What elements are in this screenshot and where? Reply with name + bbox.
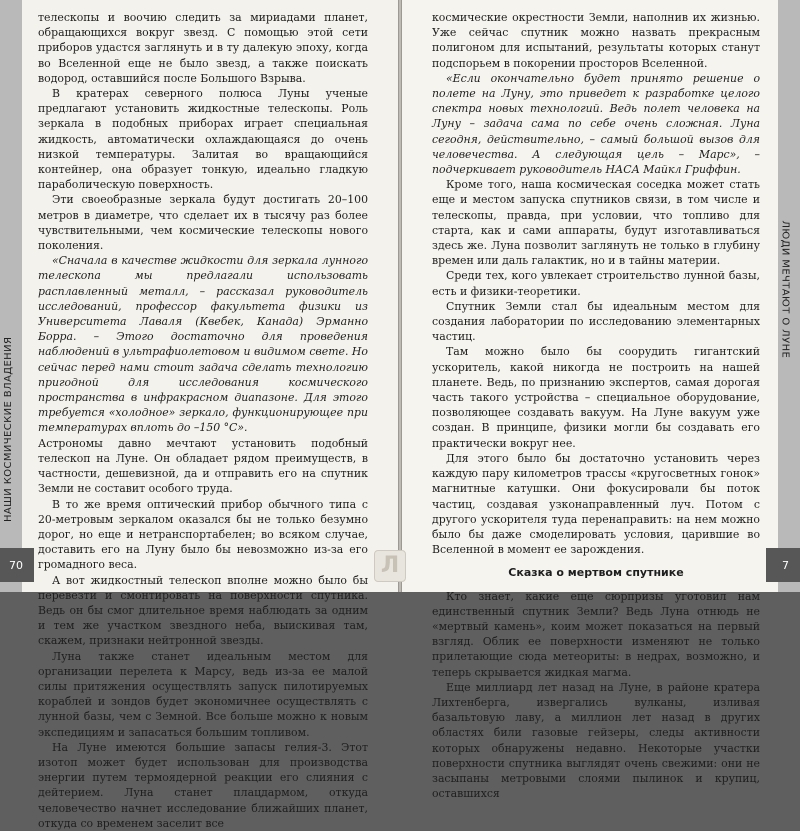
left-page	[0, 0, 398, 830]
paragraph: телескопы и воочию следить за мириадами планет, обращающихся вокруг звезд. С помощью этой сети приборов удастся заглянуть и в ту далекую эпоху, когда во Вселенной еще не было звезд, а также поискать водород, оставшийся после Большого Взрыва.	[38, 11, 368, 85]
paragraph: «Сначала в качестве жидкости для зеркала лунного телескопа мы предлагали использовать расплавленный металл, – рассказал руководитель исследований, профессор факультета физики из Университета Лаваля (Квебек, Канада) Эрманно Борра. – Этого достаточно для проведения наблюдений в ультрафиолетовом и видимом свете. Но сейчас перед нами стоит задача сделать технологию пригодной для исследования космического пространства в инфракрасном диапазоне. Для этого требуется «холодное» зеркало, функционирующее при температурах вплоть до –150 °С».	[38, 254, 368, 435]
paragraph: Луна также станет идеальным местом для организации перелета к Марсу, ведь из-за ее малой силы притяжения осуществлять запуск пилотируемых кораблей и зондов будет экономичнее осуществлять с лунной базы, чем с Земной. Все больше можно к новым экспедициям и запасаться большим топливом.	[38, 649, 368, 739]
paragraph: В кратерах северного полюса Луны ученые предлагают установить жидкостные телескопы. Роль зеркала в подобных приборах играет специальная жидкость, автоматически охлаждающаяся до очень низкой температуры. Залитая во вращающийся контейнер, она образует тонкую, идеально гладкую параболическую поверхность.	[38, 87, 368, 192]
paragraph: Еще миллиард лет назад на Луне, в районе кратера Лихтенберга, извергались вулканы, изливая базальтовую лаву, а миллион лет назад в других областях били газовые гейзеры, следы активности которых обнаружены недавно. Некоторые участки поверхности спутника выглядят очень свежими: они не засыпаны метровыми слоями пылинок и крупиц, оставшихся	[432, 680, 760, 801]
paragraph: Кроме того, наша космическая соседка может стать еще и местом запуска спутников связи, в том числе и телескопы, правда, при условии, что топливо для старта, как и сами аппараты, будут изготавливаться здесь же. Луна позволит заглянуть не только в глубину времен или даль галактик, но и в тайны материи.	[432, 178, 760, 268]
paragraph: Для этого было бы достаточно установить через каждую пару километров трассы «кругосветных гонок» магнитные катушки. Они фокусировали бы поток частиц, создавая узконаправленный луч. Потом с другого ускорителя туда перенаправить: на нем можно было бы даже смоделировать условия, царившие во Вселенной в момент ее зарождения.	[432, 451, 760, 557]
publisher-watermark-logo: Л	[374, 550, 406, 582]
paragraph: Астрономы давно мечтают установить подобный телескоп на Луне. Он обладает рядом преимуществ, в частности, дешевизной, да и отправить его на спутник Земли не составит особого труда.	[38, 436, 368, 496]
right-paragraphs-before	[432, 10, 760, 557]
paragraph: На Луне имеются большие запасы гелия-3. Этот изотоп может будет использован для производства энергии путем термоядерной реакции его слияния с дейтерием. Луна станет плацдармом, откуда человечество начнет исследование ближайших планет, откуда со временем заселит все	[38, 740, 368, 830]
right-page	[402, 0, 800, 801]
left-running-header: НАШИ КОСМИЧЕСКИЕ ВЛАДЕНИЯ	[3, 336, 14, 522]
right-page-number: 7	[782, 559, 789, 572]
paragraph: Кто знает, какие еще сюрпризы уготовил нам единственный спутник Земли? Ведь Луна отнюдь не «мертвый камень», коим может показаться на первый взгляд. Облик ее поверхности изменяют не только прилетающие сюда метеориты: в недрах, возможно, и теперь скрывается жидкая магма.	[432, 589, 760, 679]
right-side-tab	[778, 0, 800, 592]
paragraph: В то же время оптический прибор обычного типа с 20-метровым зеркалом оказался бы не только безумно дорог, но еще и нетранспортабелен; во всяком случае, доставить его на Луну было бы невозможно из-за его громадного веса.	[38, 497, 368, 572]
paragraph: Эти своеобразные зеркала будут достигать 20–100 метров в диаметре, что сделает их в тысячу раз более чувствительными, чем космические телескопы нового поколения.	[38, 193, 368, 253]
right-text-column	[432, 10, 760, 801]
right-paragraphs-after	[432, 589, 760, 802]
paragraph: Среди тех, кого увлекает строительство лунной базы, есть и физики-теоретики.	[432, 269, 760, 298]
right-running-header: ЛЮДИ МЕЧТАЮТ О ЛУНЕ	[779, 220, 791, 359]
paragraph: Спутник Земли стал бы идеальным местом для создания лаборатории по исследованию элементарных частиц.	[432, 299, 760, 344]
left-page-number: 70	[9, 559, 23, 572]
paragraph: А вот жидкостный телескоп вполне можно было бы перевезти и смонтировать на поверхности спутника. Ведь он бы смог длительное время наблюдать за одним и тем же участком звездного неба, выискивая там, скажем, признаки нейтронной звезды.	[38, 573, 368, 648]
left-side-tab	[0, 0, 22, 592]
paragraph: «Если окончательно будет принято решение о полете на Луну, это приведет к разработке целого спектра новых технологий. Ведь полет человека на Луну – задача сама по себе очень сложная. Луна сегодня, действительно, – самый большой вызов для человечества. А следующая цель – Марс», – подчеркивает руководитель НАСА Майкл Гриффин.	[432, 71, 760, 177]
right-page-number-box	[766, 548, 800, 582]
left-text-column	[38, 10, 368, 831]
left-page-number-box	[0, 548, 34, 582]
paragraph: Там можно было бы соорудить гигантский ускоритель, какой никогда не построить на нашей планете. Ведь, по признанию экспертов, самая дорогая часть такого устройства – специальное оборудование, позволяющее создавать вакуум. На Луне вакуум уже создан. В принципе, физики могли бы создавать его практически вокруг нее.	[432, 345, 760, 450]
paragraph: космические окрестности Земли, наполнив их жизнью. Уже сейчас спутник можно назвать прекрасным полигоном для испытаний, результаты которых станут подспорьем в покорении просторов Вселенной.	[432, 11, 760, 70]
section-heading: Сказка о мертвом спутнике	[508, 566, 684, 580]
